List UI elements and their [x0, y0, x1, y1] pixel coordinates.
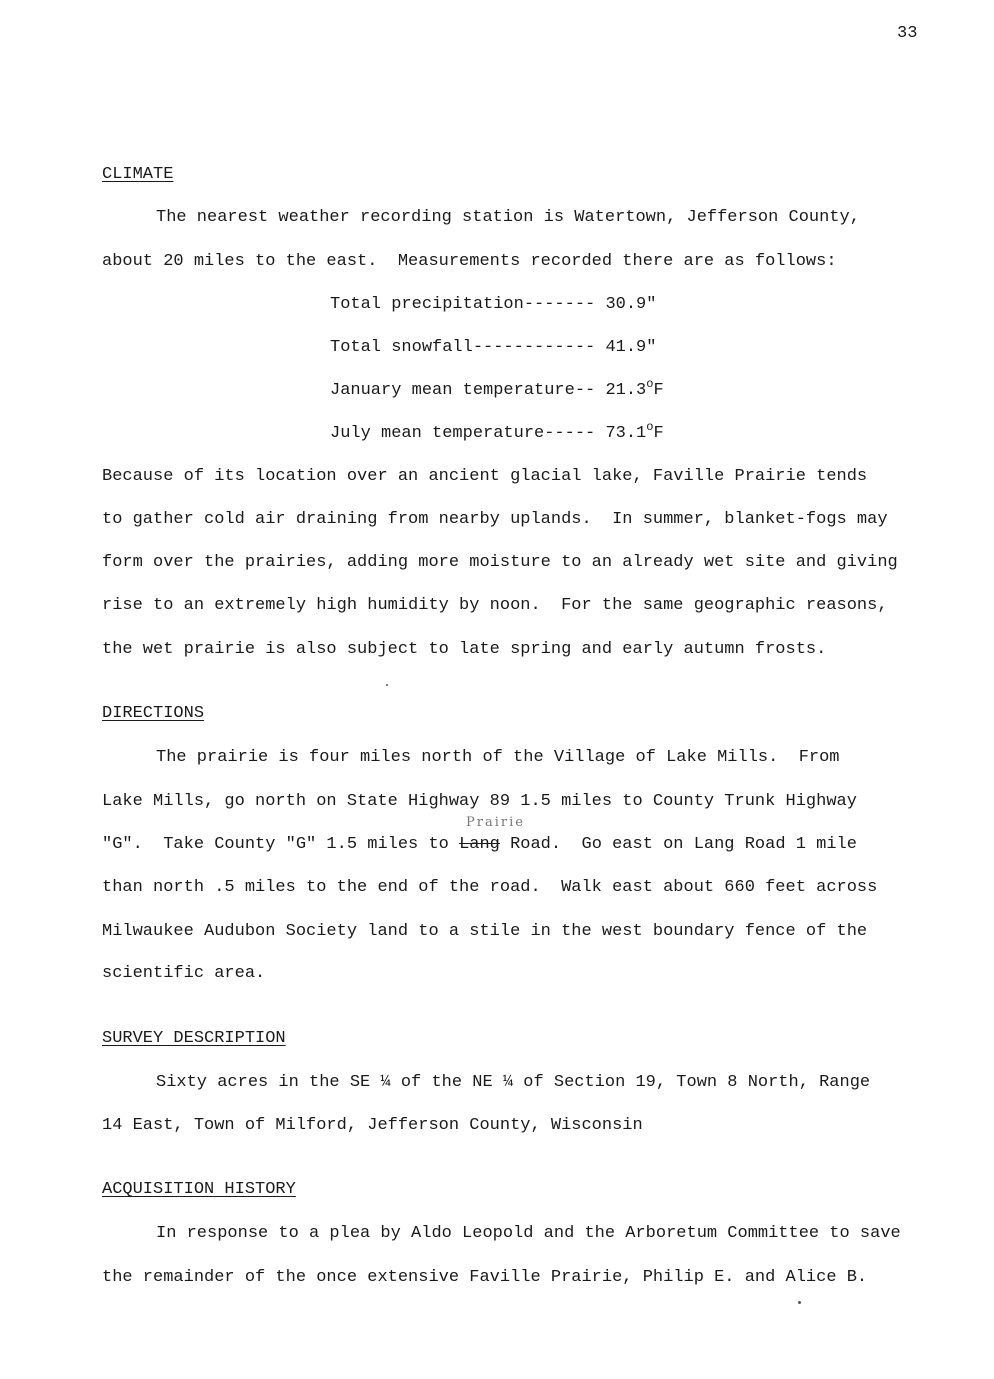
climate-paragraph-line: about 20 miles to the east. Measurements recorded there are as follows: — [102, 252, 837, 271]
section-heading-acquisition: ACQUISITION HISTORY — [102, 1180, 296, 1199]
measurement-label: January mean temperature-- — [330, 381, 596, 400]
directions-paragraph-line — [102, 835, 857, 855]
climate-paragraph-line: the wet prairie is also subject to late spring and early autumn frosts. — [102, 640, 827, 659]
directions-text: Road. Go east on Lang Road 1 mile — [499, 835, 857, 854]
degree-symbol: o — [646, 377, 654, 391]
scan-speck — [386, 684, 388, 686]
measurement-value: 41.9" — [605, 338, 657, 357]
measurement-label: July mean temperature----- — [330, 424, 596, 443]
section-heading-survey: SURVEY DESCRIPTION — [102, 1029, 286, 1048]
measurement-value: 30.9" — [605, 295, 657, 314]
climate-paragraph-line: to gather cold air draining from nearby uplands. In summer, blanket-fogs may — [102, 510, 888, 529]
directions-paragraph-line: The prairie is four miles north of the Village of Lake Mills. From — [156, 748, 840, 767]
measurement-row-january-temp — [330, 377, 664, 401]
struck-word: Lang — [459, 835, 500, 854]
measurement-label: Total precipitation------- — [330, 295, 596, 314]
measurement-row-precipitation — [330, 295, 656, 315]
climate-paragraph-line: rise to an extremely high humidity by noon. For the same geographic reasons, — [102, 596, 888, 615]
directions-paragraph-line: than north .5 miles to the end of the road. Walk east about 660 feet across — [102, 878, 878, 897]
climate-paragraph-line: form over the prairies, adding more moisture to an already wet site and giving — [102, 553, 898, 572]
section-heading-climate: CLIMATE — [102, 165, 174, 184]
measurement-value: 73.1 — [605, 424, 647, 443]
scan-speck — [798, 1301, 801, 1304]
directions-paragraph-line: Milwaukee Audubon Society land to a stile in the west boundary fence of the — [102, 922, 868, 941]
page-number: 33 — [897, 24, 918, 43]
directions-text: "G". Take County "G" 1.5 miles to — [102, 835, 460, 854]
measurement-row-july-temp — [330, 420, 664, 444]
climate-paragraph-line: Because of its location over an ancient glacial lake, Faville Prairie tends — [102, 467, 868, 486]
acquisition-paragraph-line: the remainder of the once extensive Faville Prairie, Philip E. and Alice B. — [102, 1268, 868, 1287]
measurement-unit: F — [653, 424, 664, 443]
handwritten-correction: Prairie — [466, 815, 525, 830]
survey-paragraph-line: Sixty acres in the SE ¼ of the NE ¼ of Section 19, Town 8 North, Range — [156, 1073, 871, 1092]
acquisition-paragraph-line: In response to a plea by Aldo Leopold and the Arboretum Committee to save — [156, 1224, 901, 1243]
directions-paragraph-line: Lake Mills, go north on State Highway 89 1.5 miles to County Trunk Highway — [102, 792, 857, 811]
measurement-row-snowfall — [330, 338, 656, 358]
section-heading-directions: DIRECTIONS — [102, 704, 205, 723]
survey-paragraph-line: 14 East, Town of Milford, Jefferson County, Wisconsin — [102, 1116, 643, 1135]
measurement-unit: F — [653, 381, 664, 400]
climate-paragraph-line: The nearest weather recording station is Watertown, Jefferson County, — [156, 208, 860, 227]
measurement-label: Total snowfall------------ — [330, 338, 596, 357]
measurement-value: 21.3 — [605, 381, 647, 400]
directions-paragraph-line: scientific area. — [102, 964, 266, 983]
degree-symbol: o — [646, 420, 654, 434]
